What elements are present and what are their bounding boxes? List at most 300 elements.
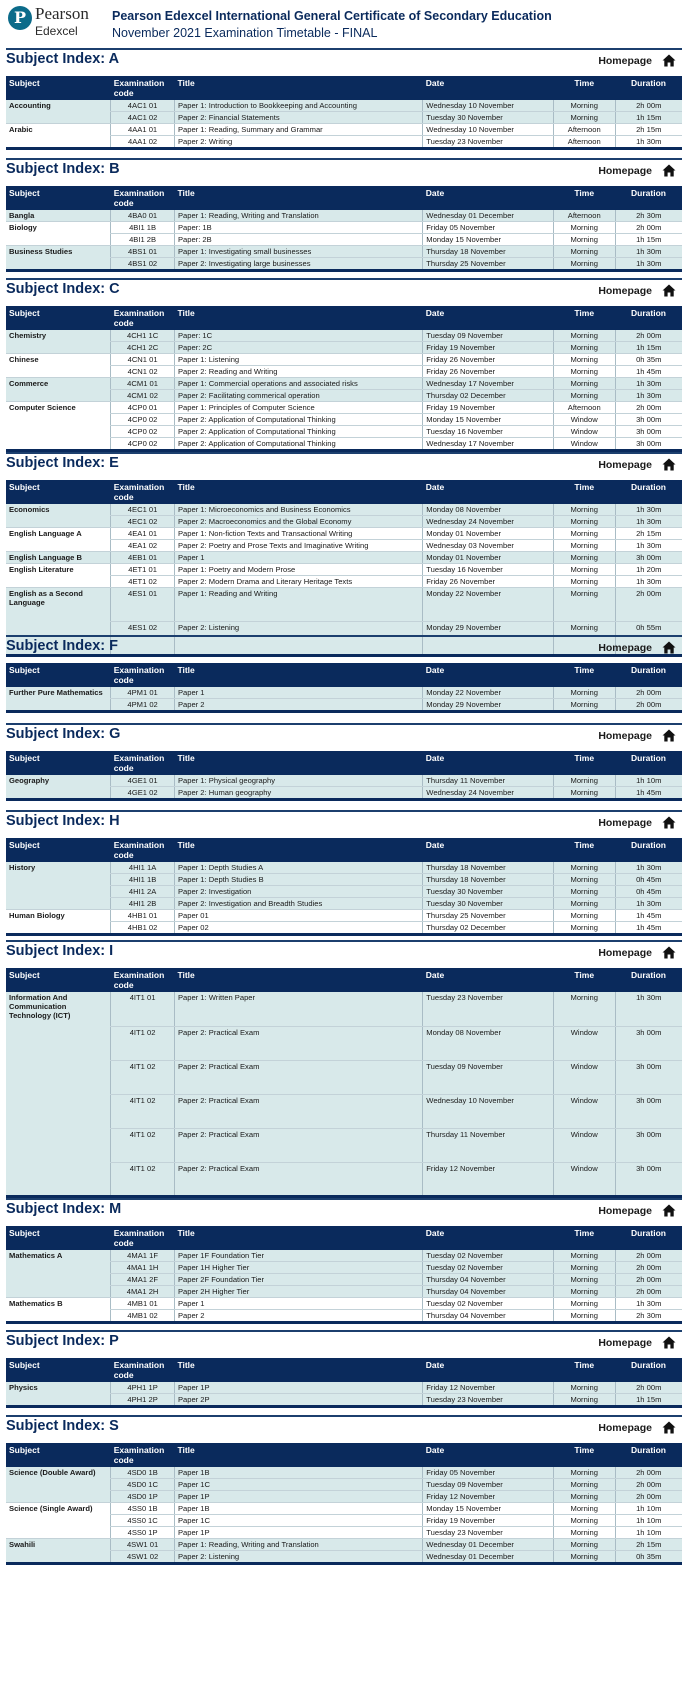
- section-title: Subject Index: F: [6, 638, 118, 654]
- date-cell: Tuesday 30 November: [423, 898, 554, 910]
- paper-title-cell: Paper 1: Commercial operations and associated risks: [174, 378, 422, 390]
- home-icon[interactable]: [662, 946, 676, 959]
- col-exam-code-header: Examination code: [111, 968, 175, 992]
- home-icon[interactable]: [662, 284, 676, 297]
- table-header-row: [6, 76, 682, 100]
- time-cell: Window: [553, 1094, 615, 1128]
- exam-code-cell: 4AC1 01: [111, 100, 175, 112]
- duration-cell: 3h 00m: [615, 1162, 682, 1196]
- homepage-link[interactable]: Homepage: [598, 730, 652, 742]
- date-cell: Monday 22 November: [423, 687, 554, 699]
- duration-cell: 1h 30m: [615, 504, 682, 516]
- date-cell: Tuesday 30 November: [423, 112, 554, 124]
- paper-title-cell: Paper 1: Non-fiction Texts and Transactional Writing: [174, 528, 422, 540]
- homepage-link[interactable]: Homepage: [598, 1337, 652, 1349]
- duration-cell: 1h 30m: [615, 862, 682, 874]
- exam-code-cell: 4AA1 01: [111, 124, 175, 136]
- table-header-row: [6, 838, 682, 862]
- date-cell: Thursday 25 November: [423, 258, 554, 271]
- exam-code-cell: 4CP0 01: [111, 402, 175, 414]
- date-cell: Tuesday 02 November: [423, 1262, 554, 1274]
- duration-cell: 3h 00m: [615, 1026, 682, 1060]
- paper-title-cell: Paper 1: Listening: [174, 354, 422, 366]
- paper-title-cell: Paper 2: Application of Computational Thinking: [174, 438, 422, 451]
- date-cell: Friday 12 November: [423, 1491, 554, 1503]
- table-header-row: [6, 1358, 682, 1382]
- date-cell: Friday 26 November: [423, 576, 554, 588]
- section-title: Subject Index: G: [6, 726, 121, 742]
- time-cell: Window: [553, 1060, 615, 1094]
- duration-cell: 1h 15m: [615, 342, 682, 354]
- date-cell: Thursday 02 December: [423, 922, 554, 935]
- time-cell: Morning: [553, 910, 615, 922]
- time-cell: Morning: [553, 1310, 615, 1323]
- exam-code-cell: 4SD0 1C: [111, 1479, 175, 1491]
- time-cell: Morning: [553, 1539, 615, 1551]
- time-cell: Morning: [553, 258, 615, 271]
- subject-index-section: [6, 635, 682, 713]
- exam-code-cell: 4PM1 01: [111, 687, 175, 699]
- duration-cell: 1h 30m: [615, 258, 682, 271]
- time-cell: Morning: [553, 564, 615, 576]
- exam-code-cell: 4HI1 1A: [111, 862, 175, 874]
- table-header-row: [6, 663, 682, 687]
- col-duration-header: Duration: [615, 1443, 682, 1467]
- paper-title-cell: Paper 1C: [174, 1515, 422, 1527]
- col-time-header: Time: [553, 1358, 615, 1382]
- col-exam-code-header: Examination code: [111, 1226, 175, 1250]
- exam-code-cell: 4PM1 02: [111, 699, 175, 712]
- home-icon[interactable]: [662, 54, 676, 67]
- table-header-row: [6, 186, 682, 210]
- exam-code-cell: 4MB1 01: [111, 1298, 175, 1310]
- section-title: Subject Index: C: [6, 281, 120, 297]
- table-row: [6, 330, 682, 342]
- col-duration-header: Duration: [615, 480, 682, 504]
- duration-cell: 1h 10m: [615, 1503, 682, 1515]
- table-header-row: [6, 306, 682, 330]
- exam-code-cell: 4EC1 01: [111, 504, 175, 516]
- exam-code-cell: 4CP0 02: [111, 414, 175, 426]
- table-header-row: [6, 968, 682, 992]
- paper-title-cell: Paper 01: [174, 910, 422, 922]
- homepage-link[interactable]: Homepage: [598, 459, 652, 471]
- col-exam-code-header: Examination code: [111, 76, 175, 100]
- col-exam-code-header: Examination code: [111, 751, 175, 775]
- date-cell: Friday 19 November: [423, 342, 554, 354]
- date-cell: Monday 15 November: [423, 234, 554, 246]
- exam-code-cell: 4IT1 02: [111, 1128, 175, 1162]
- col-subject-header: Subject: [6, 480, 111, 504]
- exam-code-cell: 4MA1 2F: [111, 1274, 175, 1286]
- duration-cell: 3h 00m: [615, 414, 682, 426]
- date-cell: Thursday 04 November: [423, 1310, 554, 1323]
- col-duration-header: Duration: [615, 76, 682, 100]
- col-date-header: Date: [423, 1443, 554, 1467]
- col-date-header: Date: [423, 1358, 554, 1382]
- duration-cell: 1h 30m: [615, 378, 682, 390]
- duration-cell: 1h 30m: [615, 390, 682, 402]
- time-cell: Morning: [553, 1503, 615, 1515]
- paper-title-cell: Paper 1P: [174, 1382, 422, 1394]
- date-cell: Monday 08 November: [423, 504, 554, 516]
- exam-code-cell: 4SS0 1P: [111, 1527, 175, 1539]
- duration-cell: 1h 30m: [615, 516, 682, 528]
- time-cell: Morning: [553, 874, 615, 886]
- duration-cell: 0h 35m: [615, 354, 682, 366]
- table-row: [6, 910, 682, 922]
- paper-title-cell: Paper 2: Practical Exam: [174, 1060, 422, 1094]
- col-subject-header: Subject: [6, 1226, 111, 1250]
- paper-title-cell: Paper 1: Reading, Writing and Translation: [174, 210, 422, 222]
- col-title-header: Title: [174, 751, 422, 775]
- table-row: [6, 1250, 682, 1262]
- col-exam-code-header: Examination code: [111, 306, 175, 330]
- time-cell: Morning: [553, 862, 615, 874]
- date-cell: Thursday 11 November: [423, 775, 554, 787]
- duration-cell: 3h 00m: [615, 426, 682, 438]
- duration-cell: 0h 45m: [615, 886, 682, 898]
- duration-cell: 3h 00m: [615, 1128, 682, 1162]
- exam-code-cell: 4BS1 02: [111, 258, 175, 271]
- time-cell: Morning: [553, 699, 615, 712]
- date-cell: Wednesday 17 November: [423, 438, 554, 451]
- table-row: [6, 1298, 682, 1310]
- subject-index-section: [6, 452, 682, 657]
- col-subject-header: Subject: [6, 838, 111, 862]
- paper-title-cell: Paper 2: Practical Exam: [174, 1162, 422, 1196]
- paper-title-cell: Paper 2: Application of Computational Thinking: [174, 426, 422, 438]
- duration-cell: 2h 00m: [615, 222, 682, 234]
- table-row: [6, 687, 682, 699]
- duration-cell: 2h 00m: [615, 1250, 682, 1262]
- date-cell: Tuesday 09 November: [423, 1479, 554, 1491]
- col-subject-header: Subject: [6, 663, 111, 687]
- table-row: [6, 588, 682, 622]
- table-row: [6, 222, 682, 234]
- paper-title-cell: Paper 2: Listening: [174, 622, 422, 656]
- duration-cell: 2h 00m: [615, 699, 682, 712]
- subject-index-section: [6, 723, 682, 801]
- logo-wordmark: Pearson: [35, 4, 89, 23]
- col-time-header: Time: [553, 306, 615, 330]
- exam-code-cell: 4HB1 02: [111, 922, 175, 935]
- duration-cell: 1h 30m: [615, 898, 682, 910]
- exam-code-cell: 4SS0 1C: [111, 1515, 175, 1527]
- col-exam-code-header: Examination code: [111, 186, 175, 210]
- subject-cell: Accounting: [6, 100, 111, 124]
- timetable-table: [6, 1226, 682, 1324]
- duration-cell: 1h 10m: [615, 1515, 682, 1527]
- date-cell: Monday 08 November: [423, 1026, 554, 1060]
- exam-code-cell: 4ES1 01: [111, 588, 175, 622]
- duration-cell: 3h 00m: [615, 1094, 682, 1128]
- subject-index-section: [6, 1198, 682, 1324]
- table-header-row: [6, 1443, 682, 1467]
- col-title-header: Title: [174, 76, 422, 100]
- timetable-table: [6, 76, 682, 150]
- table-row: [6, 1467, 682, 1479]
- pearson-p-icon: P: [8, 6, 32, 30]
- paper-title-cell: Paper 1F Foundation Tier: [174, 1250, 422, 1262]
- paper-title-cell: Paper 2: Practical Exam: [174, 1128, 422, 1162]
- section-header: [6, 635, 682, 657]
- home-icon[interactable]: [662, 1336, 676, 1349]
- exam-code-cell: 4IT1 02: [111, 1026, 175, 1060]
- col-time-header: Time: [553, 968, 615, 992]
- section-title: Subject Index: M: [6, 1201, 122, 1217]
- homepage-link[interactable]: Homepage: [598, 642, 652, 654]
- duration-cell: 1h 30m: [615, 540, 682, 552]
- date-cell: Friday 26 November: [423, 354, 554, 366]
- paper-title-cell: Paper 2: Human geography: [174, 787, 422, 800]
- paper-title-cell: Paper 2: Facilitating commerical operation: [174, 390, 422, 402]
- time-cell: Morning: [553, 516, 615, 528]
- table-row: [6, 564, 682, 576]
- subject-cell: Business Studies: [6, 246, 111, 271]
- exam-code-cell: 4GE1 01: [111, 775, 175, 787]
- paper-title-cell: Paper 2: [174, 1310, 422, 1323]
- exam-code-cell: 4GE1 02: [111, 787, 175, 800]
- homepage-link[interactable]: Homepage: [598, 1205, 652, 1217]
- timetable-table: [6, 663, 682, 713]
- exam-code-cell: 4HI1 1B: [111, 874, 175, 886]
- date-cell: Tuesday 23 November: [423, 1527, 554, 1539]
- section-title: Subject Index: A: [6, 51, 120, 67]
- paper-title-cell: Paper 2: Writing: [174, 136, 422, 149]
- subject-cell: English as a Second Language: [6, 588, 111, 656]
- exam-code-cell: 4EA1 02: [111, 540, 175, 552]
- duration-cell: 1h 10m: [615, 1527, 682, 1539]
- duration-cell: 2h 00m: [615, 1274, 682, 1286]
- timetable-table: [6, 968, 682, 1198]
- paper-title-cell: Paper 1: Microeconomics and Business Economics: [174, 504, 422, 516]
- paper-title-cell: Paper 1: [174, 1298, 422, 1310]
- duration-cell: 1h 10m: [615, 775, 682, 787]
- time-cell: Morning: [553, 898, 615, 910]
- home-icon[interactable]: [662, 1204, 676, 1217]
- date-cell: Tuesday 16 November: [423, 564, 554, 576]
- col-title-header: Title: [174, 1226, 422, 1250]
- time-cell: Window: [553, 414, 615, 426]
- time-cell: Morning: [553, 992, 615, 1026]
- time-cell: Afternoon: [553, 124, 615, 136]
- time-cell: Morning: [553, 552, 615, 564]
- paper-title-cell: Paper 2: Financial Statements: [174, 112, 422, 124]
- page-header: [0, 0, 688, 42]
- date-cell: Wednesday 03 November: [423, 540, 554, 552]
- table-row: [6, 504, 682, 516]
- table-row: [6, 354, 682, 366]
- exam-code-cell: 4MA1 1F: [111, 1250, 175, 1262]
- exam-code-cell: 4CP0 02: [111, 438, 175, 451]
- table-row: [6, 210, 682, 222]
- paper-title-cell: Paper 1: [174, 687, 422, 699]
- col-date-header: Date: [423, 968, 554, 992]
- col-date-header: Date: [423, 186, 554, 210]
- subject-cell: Arabic: [6, 124, 111, 149]
- paper-title-cell: Paper 2P: [174, 1394, 422, 1407]
- exam-code-cell: 4CH1 2C: [111, 342, 175, 354]
- col-subject-header: Subject: [6, 1358, 111, 1382]
- time-cell: Morning: [553, 234, 615, 246]
- date-cell: Monday 01 November: [423, 552, 554, 564]
- col-date-header: Date: [423, 838, 554, 862]
- time-cell: Morning: [553, 922, 615, 935]
- paper-title-cell: Paper 1: Physical geography: [174, 775, 422, 787]
- date-cell: Friday 05 November: [423, 222, 554, 234]
- homepage-link[interactable]: Homepage: [598, 1422, 652, 1434]
- section-header: [6, 278, 682, 300]
- home-icon[interactable]: [662, 641, 676, 654]
- date-cell: Thursday 04 November: [423, 1274, 554, 1286]
- table-row: [6, 552, 682, 564]
- date-cell: Monday 15 November: [423, 414, 554, 426]
- home-icon[interactable]: [662, 164, 676, 177]
- time-cell: Morning: [553, 1479, 615, 1491]
- table-row: [6, 1539, 682, 1551]
- paper-title-cell: Paper 1P: [174, 1491, 422, 1503]
- exam-code-cell: 4CN1 01: [111, 354, 175, 366]
- exam-code-cell: 4AA1 02: [111, 136, 175, 149]
- col-title-header: Title: [174, 1358, 422, 1382]
- subject-cell: Biology: [6, 222, 111, 246]
- exam-code-cell: 4BS1 01: [111, 246, 175, 258]
- duration-cell: 2h 00m: [615, 1382, 682, 1394]
- section-title: Subject Index: P: [6, 1333, 119, 1349]
- section-header: [6, 1198, 682, 1220]
- home-icon[interactable]: [662, 816, 676, 829]
- subject-cell: Physics: [6, 1382, 111, 1407]
- home-icon[interactable]: [662, 458, 676, 471]
- time-cell: Morning: [553, 1382, 615, 1394]
- date-cell: Tuesday 23 November: [423, 1394, 554, 1407]
- timetable-table: [6, 480, 682, 657]
- paper-title-cell: Paper 1: Principles of Computer Science: [174, 402, 422, 414]
- duration-cell: 2h 00m: [615, 402, 682, 414]
- date-cell: Thursday 18 November: [423, 862, 554, 874]
- col-time-header: Time: [553, 838, 615, 862]
- time-cell: Morning: [553, 1250, 615, 1262]
- exam-code-cell: 4HI1 2A: [111, 886, 175, 898]
- logo-subbrand: Edexcel: [35, 24, 78, 38]
- time-cell: Morning: [553, 775, 615, 787]
- section-title: Subject Index: B: [6, 161, 120, 177]
- paper-title-cell: Paper 2: Investigation: [174, 886, 422, 898]
- col-exam-code-header: Examination code: [111, 838, 175, 862]
- exam-code-cell: 4IT1 01: [111, 992, 175, 1026]
- date-cell: Tuesday 23 November: [423, 136, 554, 149]
- time-cell: Window: [553, 1162, 615, 1196]
- homepage-link[interactable]: Homepage: [598, 55, 652, 67]
- col-subject-header: Subject: [6, 306, 111, 330]
- time-cell: Morning: [553, 528, 615, 540]
- date-cell: Friday 26 November: [423, 366, 554, 378]
- subject-cell: Chinese: [6, 354, 111, 378]
- duration-cell: 1h 45m: [615, 787, 682, 800]
- timetable-table: [6, 838, 682, 936]
- time-cell: Window: [553, 426, 615, 438]
- paper-title-cell: Paper 2H Higher Tier: [174, 1286, 422, 1298]
- duration-cell: 1h 15m: [615, 112, 682, 124]
- paper-title-cell: Paper 1: Introduction to Bookkeeping and Accounting: [174, 100, 422, 112]
- exam-code-cell: 4IT1 02: [111, 1162, 175, 1196]
- exam-code-cell: 4SW1 01: [111, 1539, 175, 1551]
- duration-cell: 2h 00m: [615, 100, 682, 112]
- paper-title-cell: Paper 1: [174, 552, 422, 564]
- duration-cell: 3h 00m: [615, 1060, 682, 1094]
- paper-title-cell: Paper 2: Macroeconomics and the Global Economy: [174, 516, 422, 528]
- paper-title-cell: Paper 1B: [174, 1467, 422, 1479]
- table-row: [6, 992, 682, 1026]
- col-date-header: Date: [423, 751, 554, 775]
- subject-index-section: [6, 810, 682, 936]
- subject-cell: Further Pure Mathematics: [6, 687, 111, 712]
- date-cell: Wednesday 10 November: [423, 1094, 554, 1128]
- exam-code-cell: 4ET1 01: [111, 564, 175, 576]
- date-cell: Thursday 02 December: [423, 390, 554, 402]
- duration-cell: 2h 00m: [615, 330, 682, 342]
- paper-title-cell: Paper 2: Practical Exam: [174, 1026, 422, 1060]
- col-exam-code-header: Examination code: [111, 1443, 175, 1467]
- time-cell: Morning: [553, 246, 615, 258]
- subject-index-section: [6, 48, 682, 150]
- time-cell: Morning: [553, 1551, 615, 1564]
- exam-code-cell: 4EC1 02: [111, 516, 175, 528]
- paper-title-cell: Paper 2F Foundation Tier: [174, 1274, 422, 1286]
- paper-title-cell: Paper 02: [174, 922, 422, 935]
- home-icon[interactable]: [662, 1421, 676, 1434]
- date-cell: Wednesday 10 November: [423, 100, 554, 112]
- time-cell: Morning: [553, 787, 615, 800]
- col-duration-header: Duration: [615, 306, 682, 330]
- exam-code-cell: 4AC1 02: [111, 112, 175, 124]
- homepage-link[interactable]: Homepage: [598, 947, 652, 959]
- homepage-link[interactable]: Homepage: [598, 817, 652, 829]
- duration-cell: 3h 00m: [615, 438, 682, 451]
- col-date-header: Date: [423, 480, 554, 504]
- home-icon[interactable]: [662, 729, 676, 742]
- col-date-header: Date: [423, 663, 554, 687]
- date-cell: Wednesday 01 December: [423, 210, 554, 222]
- time-cell: Morning: [553, 1262, 615, 1274]
- subject-cell: English Language A: [6, 528, 111, 552]
- date-cell: Friday 12 November: [423, 1162, 554, 1196]
- table-row: [6, 378, 682, 390]
- date-cell: Friday 19 November: [423, 402, 554, 414]
- paper-title-cell: Paper 2: Listening: [174, 1551, 422, 1564]
- paper-title-cell: Paper 2: Investigation and Breadth Studies: [174, 898, 422, 910]
- timetable-table: [6, 186, 682, 272]
- date-cell: Tuesday 09 November: [423, 1060, 554, 1094]
- homepage-link[interactable]: Homepage: [598, 165, 652, 177]
- exam-code-cell: 4CP0 02: [111, 426, 175, 438]
- paper-title-cell: Paper 2: Application of Computational Thinking: [174, 414, 422, 426]
- duration-cell: 3h 00m: [615, 552, 682, 564]
- exam-code-cell: 4EB1 01: [111, 552, 175, 564]
- homepage-link[interactable]: Homepage: [598, 285, 652, 297]
- subject-index-section: [6, 158, 682, 272]
- col-exam-code-header: Examination code: [111, 663, 175, 687]
- paper-title-cell: Paper 1: Reading, Summary and Grammar: [174, 124, 422, 136]
- date-cell: Thursday 18 November: [423, 874, 554, 886]
- paper-title-cell: Paper: 1C: [174, 330, 422, 342]
- exam-code-cell: 4CM1 02: [111, 390, 175, 402]
- col-title-header: Title: [174, 186, 422, 210]
- time-cell: Morning: [553, 576, 615, 588]
- timetable-table: [6, 751, 682, 801]
- subject-cell: Chemistry: [6, 330, 111, 354]
